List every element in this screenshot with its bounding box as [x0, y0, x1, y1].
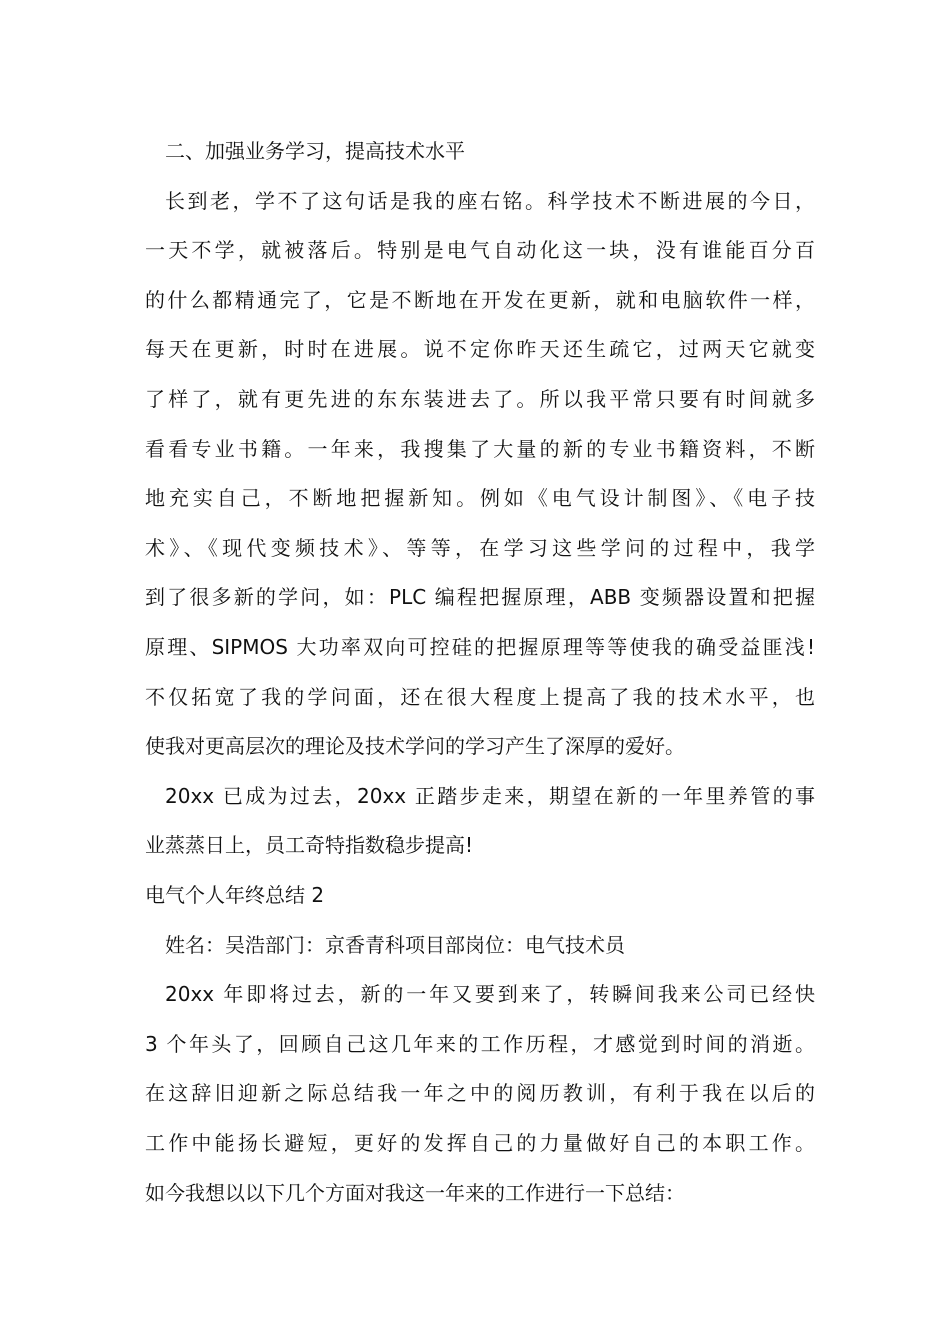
paragraph-line: 的什么都精通完了，它是不断地在开发在更新，就和电脑软件一样，	[145, 288, 815, 312]
paragraph-line: 如今我想以以下几个方面对我这一年来的工作进行一下总结：	[145, 1181, 685, 1205]
info-line: 姓名：吴浩部门：京香青科项目部岗位：电气技术员	[165, 933, 625, 957]
paragraph-line: 地充实自己，不断地把握新知。例如《电气设计制图》、《电子技	[145, 486, 815, 510]
paragraph-line: 每天在更新，时时在进展。说不定你昨天还生疏它，过两天它就变	[145, 337, 815, 361]
section-heading: 二、加强业务学习，提高技术水平	[165, 139, 465, 163]
paragraph-line: 不仅拓宽了我的学问面，还在很大程度上提高了我的技术水平，也	[145, 685, 815, 709]
paragraph-line: 看看专业书籍。一年来，我搜集了大量的新的专业书籍资料，不断	[145, 437, 815, 461]
paragraph-line: 术》、《现代变频技术》、等等，在学习这些学问的过程中，我学	[145, 536, 815, 560]
paragraph-line: 20xx 已成为过去，20xx 正踏步走来，期望在新的一年里养管的事	[165, 784, 815, 808]
paragraph-line: 到了很多新的学问，如：PLC 编程把握原理，ABB 变频器设置和把握	[145, 585, 815, 609]
paragraph-line: 3 个年头了，回顾自己这几年来的工作历程，才感觉到时间的消逝。	[145, 1032, 815, 1056]
paragraph-line: 长到老，学不了这句话是我的座右铭。科学技术不断进展的今日，	[165, 189, 815, 213]
document-title: 电气个人年终总结 2	[145, 883, 325, 907]
paragraph-line: 工作中能扬长避短，更好的发挥自己的力量做好自己的本职工作。	[145, 1131, 815, 1155]
paragraph-line: 业蒸蒸日上，员工奇特指数稳步提高!	[145, 833, 474, 857]
paragraph-line: 了样了，就有更先进的东东装进去了。所以我平常只要有时间就多	[145, 387, 815, 411]
paragraph-line: 20xx 年即将过去，新的一年又要到来了，转瞬间我来公司已经快	[165, 982, 815, 1006]
paragraph-line: 使我对更高层次的理论及技术学问的学习产生了深厚的爱好。	[145, 734, 685, 758]
paragraph-line: 原理、SIPMOS 大功率双向可控硅的把握原理等等使我的确受益匪浅!	[145, 635, 815, 659]
paragraph-line: 一天不学，就被落后。特别是电气自动化这一块，没有谁能百分百	[145, 238, 815, 262]
paragraph-line: 在这辞旧迎新之际总结我一年之中的阅历教训，有利于我在以后的	[145, 1081, 815, 1105]
